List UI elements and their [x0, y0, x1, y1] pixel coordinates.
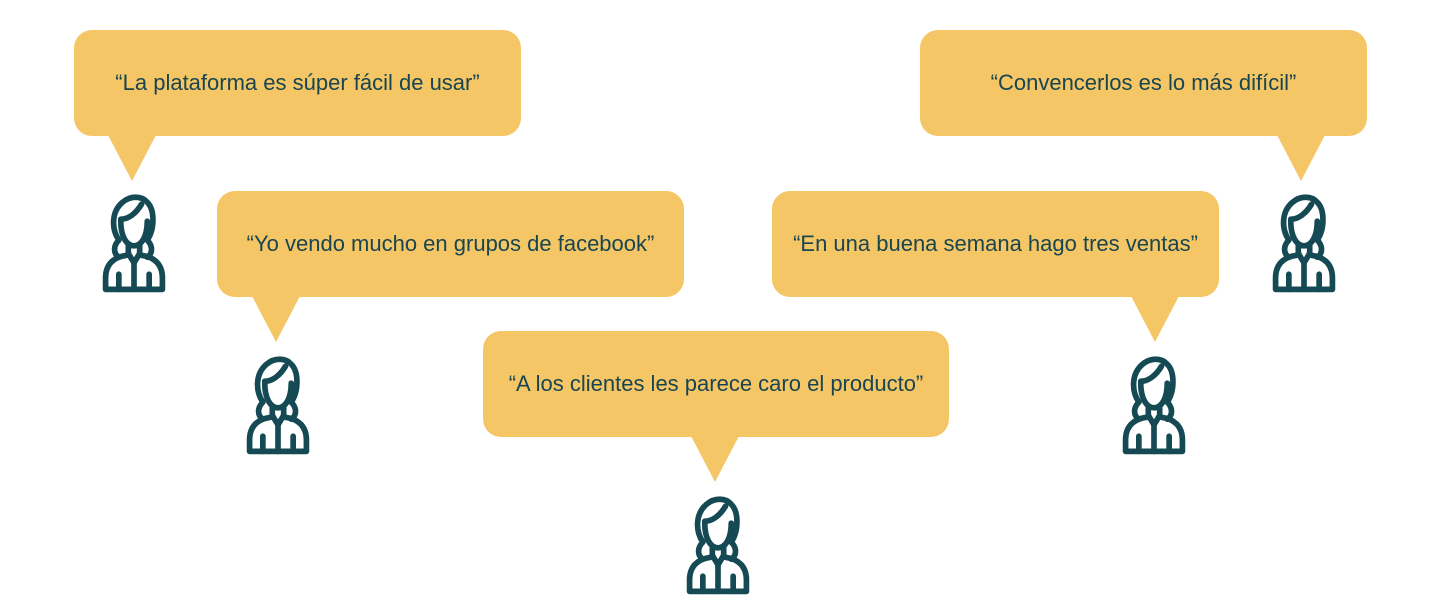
- quote-bubble-5: [920, 30, 1367, 136]
- quote-text-3: “A los clientes les parece caro el producto”: [508, 371, 924, 396]
- quote-tail-2: [252, 296, 300, 342]
- quote-bubble-4: [772, 191, 1219, 297]
- quote-text-1: “La plataforma es súper fácil de usar”: [115, 70, 480, 95]
- quote-text-4: “En una buena semana hago tres ventas”: [793, 231, 1198, 256]
- quote-text-2: “Yo vendo mucho en grupos de facebook”: [246, 231, 655, 256]
- person-icon: [682, 490, 754, 598]
- quote-tail-3: [691, 436, 739, 482]
- quote-tail-4: [1131, 296, 1179, 342]
- quote-tail-1: [108, 135, 156, 181]
- person-icon: [98, 188, 170, 296]
- quote-tail-5: [1277, 135, 1325, 181]
- person-icon: [242, 350, 314, 458]
- person-icon: [1268, 188, 1340, 296]
- quote-bubble-3: [483, 331, 949, 437]
- quote-bubble-2: [217, 191, 684, 297]
- quote-bubble-1: [74, 30, 521, 136]
- person-icon: [1118, 350, 1190, 458]
- quote-text-5: “Convencerlos es lo más difícil”: [990, 70, 1297, 95]
